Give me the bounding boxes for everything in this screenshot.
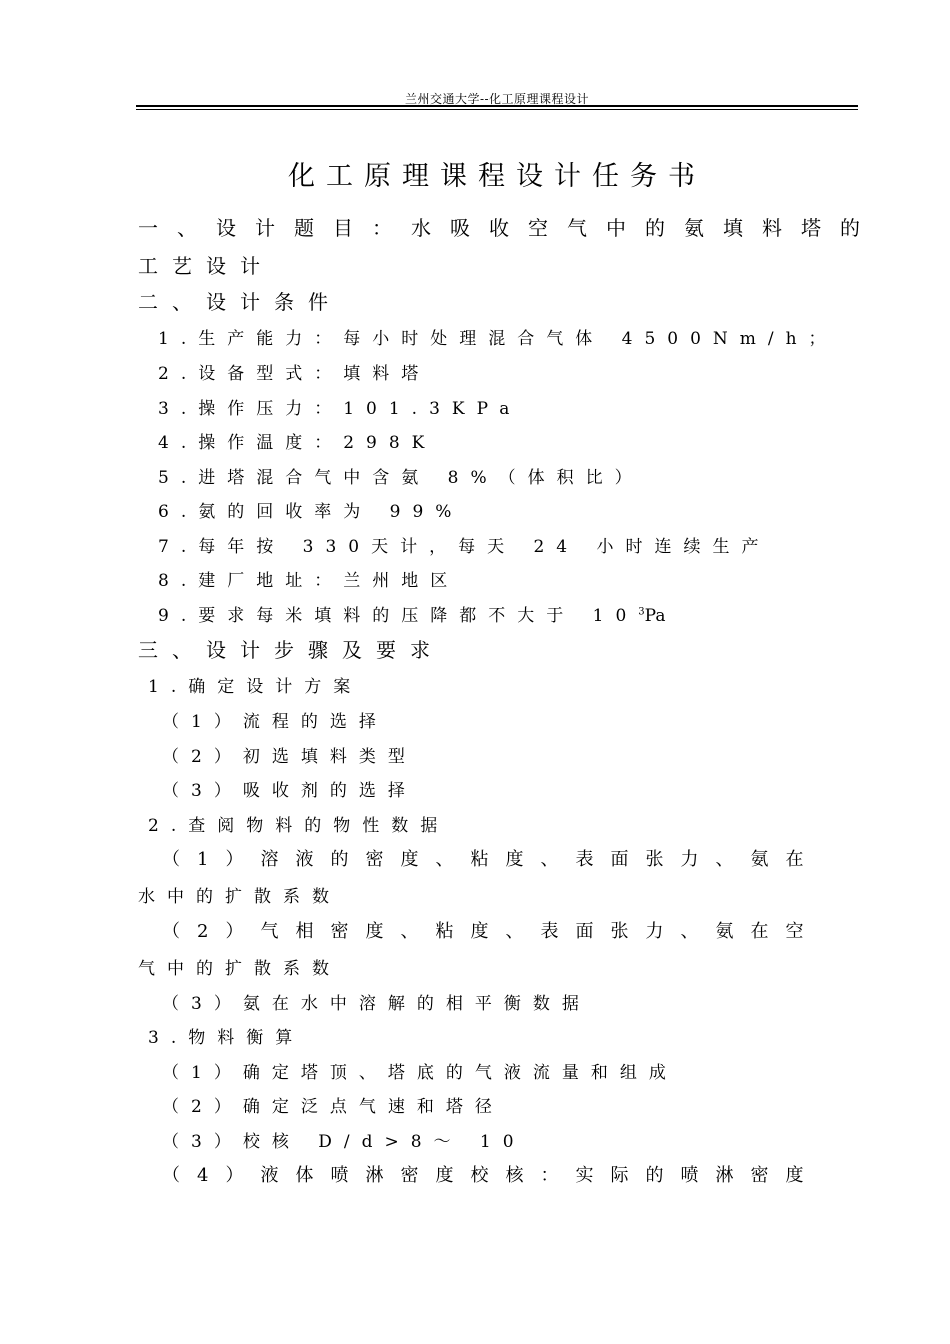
running-header: 兰州交通大学--化工原理课程设计 [404,92,590,106]
step2-title: 2.查阅物料的物性数据 [148,816,450,836]
step2-sub1-line2: 水中的扩散系数 [138,887,341,907]
condition-item-2: 2.设备型式：填料塔 [158,364,431,384]
condition-item-8: 8.建厂地址：兰州地区 [158,571,460,591]
condition-item-7: 7.每年按 330天计，每天 24 小时连续生产 [158,537,771,557]
step1-title: 1.确定设计方案 [148,677,363,697]
condition-item-1: 1.生产能力：每小时处理混合气体 4500Nm/h； [158,329,838,349]
header-rule-thick [136,105,858,107]
step3-sub-1: （1）确定塔顶、塔底的气液流量和组成 [162,1063,678,1083]
section2-heading: 二、设计条件 [138,290,342,314]
step2-sub2-line1: （2）气相密度、粘度、表面张力、氨在空 [162,921,821,942]
condition-item-9 [158,601,665,626]
step2-sub2-line2: 气中的扩散系数 [138,959,341,979]
condition-item-9-unit: Pa [644,606,666,626]
section1-line2: 工艺设计 [138,254,274,278]
step3-title: 3.物料衡算 [148,1028,305,1048]
condition-item-9-text: 9.要求每米填料的压降都不大于 10 [158,606,639,626]
step3-sub-4: （4）液体喷淋密度校核：实际的喷淋密度 [162,1165,821,1186]
document-title: 化工原理课程设计任务书 [288,161,706,192]
condition-item-3: 3.操作压力：101.3KPa [158,399,522,419]
step3-sub-2: （2）确定泛点气速和塔径 [162,1097,504,1117]
step3-sub-3: （3）校核 D/d>8～ 10 [162,1132,526,1152]
step2-sub1-line1: （1）溶液的密度、粘度、表面张力、氨在 [162,849,821,870]
condition-item-4: 4.操作温度：298K [158,433,437,453]
condition-item-6: 6.氨的回收率为 99% [158,502,464,522]
section1-line1: 一、设计题目：水吸收空气中的氨填料塔的 [138,216,879,240]
step1-sub-3: （3）吸收剂的选择 [162,781,417,801]
step1-sub-2: （2）初选填料类型 [162,747,417,767]
header-rule-thin [136,109,858,110]
condition-item-5: 5.进塔混合气中含氨 8%（体积比） [158,468,644,488]
step1-sub-1: （1）流程的选择 [162,712,388,732]
condition-item-9-exponent: 3 [638,606,645,618]
step2-sub-3: （3）氨在水中溶解的相平衡数据 [162,994,591,1014]
section3-heading: 三、设计步骤及要求 [138,638,444,662]
